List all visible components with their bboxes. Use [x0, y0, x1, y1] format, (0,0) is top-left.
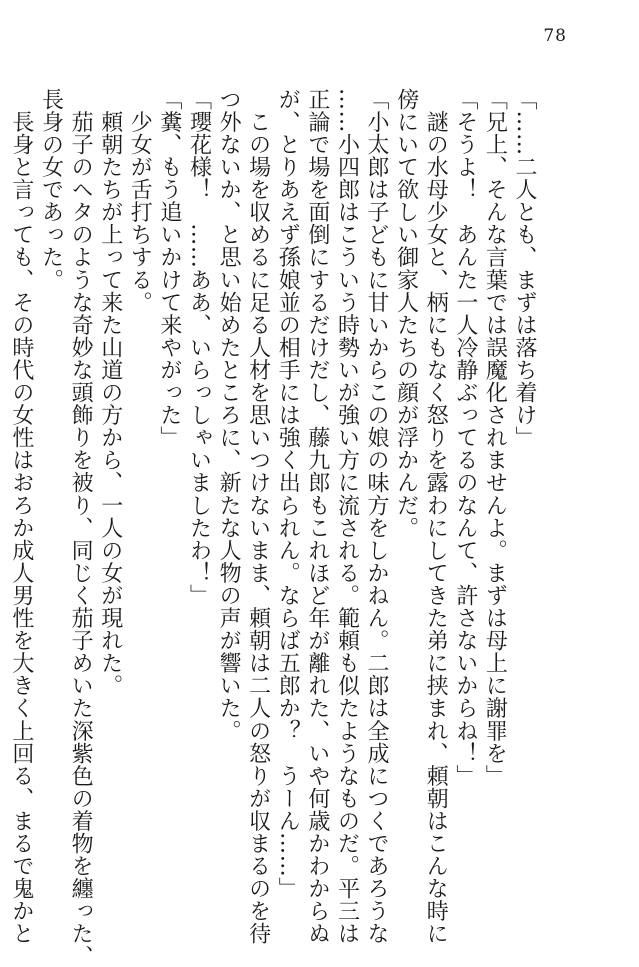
- text-line: この場を収めるに足る人材を思いつけないまま、頼朝は二人の怒りが収まるのを待: [245, 88, 271, 945]
- text-line: 「糞、もう追いかけて来やがった」: [156, 88, 182, 449]
- text-line: 謎の水母少女と、柄にもなく怒りを露わにしてきた弟に挟まれ、頼朝はこんな時に: [423, 88, 449, 945]
- text-line: 頼朝たちが上って来た山道の方から、一人の女が現れた。: [97, 88, 123, 697]
- text-line: ……小四郎はこういう時勢いが強い方に流される。範頼も似たようなものだ。平三は: [334, 88, 360, 945]
- text-line: つ外ないか、と思い始めたところに、新たな人物の声が響いた。: [216, 88, 242, 742]
- text-line: 「小太郎は子どもに甘いからこの娘の味方をしかねん。二郎は全成につくであろうな: [364, 88, 390, 945]
- text-line: 正論で場を面倒にするだけだし、藤九郎もこれほど年が離れた、いや何歳かわからぬ: [304, 88, 330, 945]
- text-line: 茄子のヘタのような奇妙な頭飾りを被り、同じく茄子めいた深紫色の着物を纏った、: [68, 88, 94, 967]
- text-line: 少女が舌打ちする。: [127, 88, 153, 314]
- text-line: 長身と言っても、その時代の女性はおろか成人男性を大きく上回る、まるで鬼かと: [8, 88, 34, 945]
- text-line: 傍にいて欲しい御家人たちの顔が浮かんだ。: [393, 88, 419, 539]
- text-line: 「そうよ！ あんた一人冷静ぶってるのなんて、許さないからね！」: [452, 88, 478, 788]
- text-line: 長身の女であった。: [38, 88, 64, 291]
- text-line: 「瓔花様！ ……ああ、いらっしゃいましたわ！」: [186, 88, 212, 607]
- page-number: 78: [543, 26, 567, 46]
- text-line: 「……二人とも、まずは落ち着け」: [512, 88, 537, 449]
- text-line: 「兄上、そんな言葉では誤魔化されませんよ。まずは母上に謝罪を」: [482, 88, 508, 788]
- text-line: が、とりあえず孫娘並の相手には強く出られん。ならば五郎か？ うーん……」: [275, 88, 301, 900]
- vertical-text-block: [6, 88, 539, 967]
